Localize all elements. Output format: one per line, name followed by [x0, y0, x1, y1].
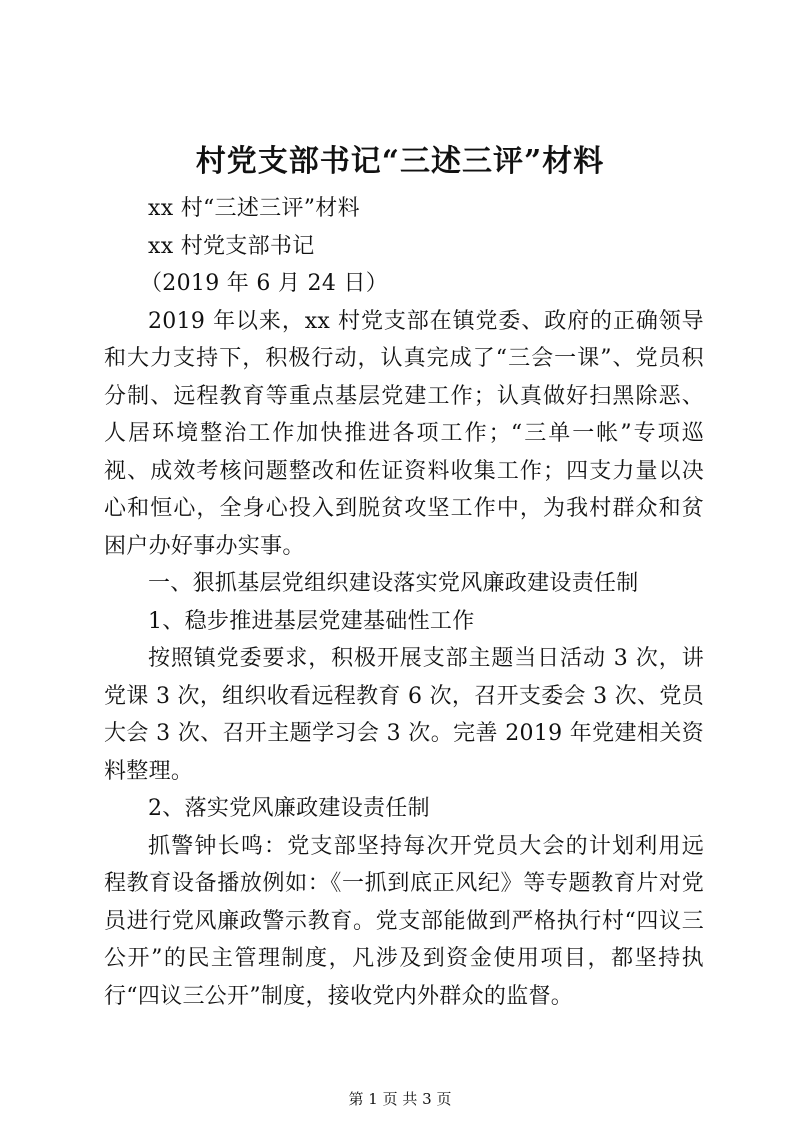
intro-paragraph: 2019 年以来，xx 村党支部在镇党委、政府的正确领导和大力支持下，积极行动，认真完成了“三会一课”、党员积分制、远程教育等重点基层党建工作；认真做好扫黑除恶、人居环境整治工作加快推进各项工作；“三单一帐”专项巡视、成效考核问题整改和佐证资料收集工作；四支力量以决心和恒心，全身心投入到脱贫攻坚工作中，为我村群众和贫困户办好事办实事。: [104, 308, 704, 559]
body-paragraph-2: 抓警钟长鸣：党支部坚持每次开党员大会的计划利用远程教育设备播放例如：《一抓到底正风纪》等专题教育片对党员进行党风廉政警示教育。党支部能做到严格执行村“四议三公开”的民主管理制度，凡涉及到资金使用项目，都坚持执行“四议三公开”制度，接收党内外群众的监督。: [104, 833, 704, 1009]
page-footer: 第 1 页 共 3 页: [348, 1090, 452, 1108]
subtitle-line: xx 村“三述三评”材料: [148, 196, 360, 221]
body-paragraph-1: 按照镇党委要求，积极开展支部主题当日活动 3 次，讲党课 3 次，组织收看远程教育 6 次，召开支委会 3 次、党员大会 3 次、召开主题学习会 3 次。完善 2019 年党建相关资料整理。: [104, 646, 704, 784]
subsection-heading-2: 2、落实党风廉政建设责任制: [148, 796, 430, 821]
document-body: [104, 190, 704, 1015]
subsection-heading-1: 1、稳步推进基层党建基础性工作: [148, 608, 475, 634]
document-title: 村党支部书记“三述三评”材料: [195, 144, 605, 179]
date-line: （2019 年 6 月 24 日）: [140, 271, 389, 296]
author-line: xx 村党支部书记: [148, 233, 315, 259]
section-heading: 一、狠抓基层党组织建设落实党风廉政建设责任制: [148, 571, 639, 596]
